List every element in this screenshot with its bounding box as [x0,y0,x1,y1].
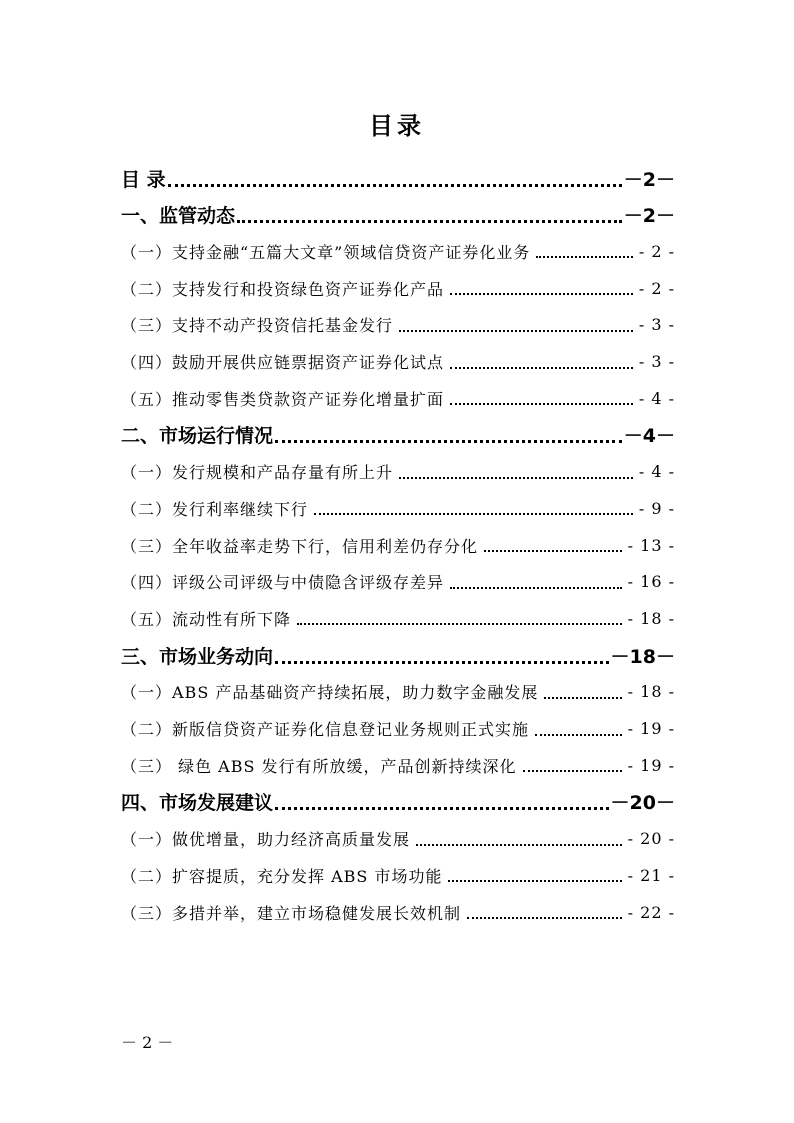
dot-leader [467,917,622,919]
toc-entry-page: - 4 - [638,462,675,482]
toc-entry-page: - 2 - [638,278,675,298]
dot-leader [450,587,622,589]
dot-leader [484,550,622,552]
dot-leader [536,256,632,258]
dot-leader [275,807,609,810]
dot-leader [416,844,622,846]
toc-entry-page: －2－ [623,205,675,228]
toc-entry[interactable] [121,747,675,783]
page-number: － 2 － [121,1033,174,1052]
toc-entry-page: - 18 - [627,608,675,628]
dot-leader [448,880,621,882]
toc-entry-label: 四、市场发展建议 [121,792,274,815]
toc-entry[interactable] [121,857,675,893]
toc-entry-label: （四）评级公司评级与中债隐含评级存差异 [121,573,445,593]
toc-entry-label: （二）扩容提质，充分发挥 ABS 市场功能 [121,866,443,886]
toc-entry[interactable] [121,600,675,636]
dot-leader [450,293,633,295]
toc-entry-page: - 20 - [627,829,675,849]
toc-entry-page: - 19 - [627,719,675,738]
dot-leader [544,697,621,699]
page-title: 目录 [369,112,425,140]
toc-entry-label: 一、监管动态 [121,205,236,228]
toc-entry[interactable] [121,490,675,526]
toc-entry-label: （三）多措并举，建立市场稳健发展长效机制 [121,903,462,923]
toc-entry-label: （五）流动性有所下降 [121,609,292,629]
toc-entry[interactable] [121,821,675,857]
dot-leader [237,220,622,223]
toc-entry[interactable] [121,344,675,380]
toc-entry[interactable] [121,637,675,673]
dot-leader [168,184,622,187]
toc-entry-label: （二）支持发行和投资绿色资产证券化产品 [121,279,445,299]
toc-entry-label: （五）推动零售类贷款资产证券化增量扩面 [121,389,445,409]
toc-entry-page: - 2 - [638,241,675,261]
toc-entry[interactable] [121,417,675,453]
toc-entry[interactable] [121,711,675,747]
toc-entry[interactable] [121,784,675,820]
toc-entry[interactable] [121,233,675,269]
toc-entry[interactable] [121,197,675,233]
toc-entry-page: - 4 - [638,388,675,408]
toc-entry[interactable] [121,894,675,930]
toc-entry-page: - 19 - [627,755,675,775]
toc-entry-page: - 22 - [627,902,675,922]
toc-entry-label: （三）全年收益率走势下行，信用利差仍存分化 [121,536,479,556]
toc-entry-page: - 9 - [638,498,675,518]
dot-leader [399,477,633,479]
dot-leader [535,734,622,736]
toc-entry[interactable] [121,270,675,306]
dot-leader [275,661,609,664]
dot-leader [275,440,622,443]
toc-entry-label: （一）ABS 产品基础资产持续拓展，助力数字金融发展 [121,683,539,703]
toc-entry-label: （一）做优增量，助力经济高质量发展 [121,830,411,850]
toc-entry-page: - 18 - [627,682,675,702]
toc-entry-label: （二）新版信贷资产证券化信息登记业务规则正式实施 [121,720,530,739]
toc-entry-label: 二、市场运行情况 [121,425,274,448]
dot-leader [450,403,633,405]
toc-entry-page: - 21 - [627,865,675,885]
toc-entry[interactable] [121,454,675,490]
toc-entry-page: －2－ [623,168,675,191]
dot-leader [523,770,622,772]
toc-entry-label: 三、市场业务动向 [121,645,274,668]
toc-entry-page: - 13 - [627,535,675,555]
toc-entry-page: - 16 - [627,572,675,592]
toc-entry[interactable] [121,380,675,416]
toc-entry-label: （四）鼓励开展供应链票据资产证券化试点 [121,353,445,372]
dot-leader [399,330,633,332]
toc-entry[interactable] [121,674,675,710]
toc-entry-page: - 3 - [638,352,675,371]
toc-entry[interactable] [121,564,675,600]
toc-entry-page: －4－ [623,425,675,448]
dot-leader [314,513,633,515]
dot-leader [450,367,633,369]
toc-entry-page: - 3 - [638,315,675,335]
toc-entry[interactable] [121,160,675,196]
toc-entry-page: －18－ [610,645,675,668]
toc-entry-label: 目 录 [121,168,166,191]
toc-entry-label: （三） 绿色 ABS 发行有所放缓，产品创新持续深化 [121,756,517,776]
toc-entry[interactable] [121,527,675,563]
toc-entry-label: （一）发行规模和产品存量有所上升 [121,463,394,483]
toc-entry[interactable] [121,307,675,343]
dot-leader [297,623,622,625]
toc-entry-label: （三）支持不动产投资信托基金发行 [121,316,394,336]
toc-entry-label: （二）发行利率继续下行 [121,499,309,519]
toc-entry-label: （一）支持金融“五篇大文章”领域信贷资产证券化业务 [121,242,531,262]
toc-entry-page: －20－ [610,792,675,815]
